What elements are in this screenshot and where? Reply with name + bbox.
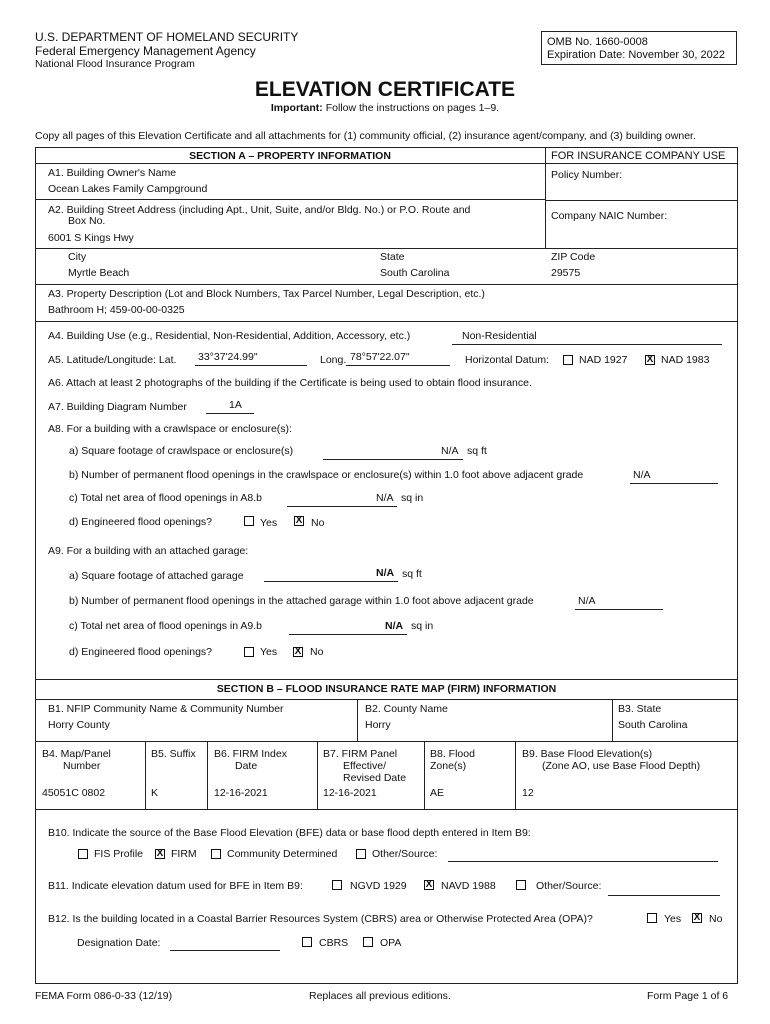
navd1988-checkbox[interactable]: X xyxy=(425,879,433,890)
ngvd1929-label: NGVD 1929 xyxy=(350,880,407,892)
b3-label: B3. State xyxy=(618,703,662,715)
opa-checkbox[interactable] xyxy=(363,937,373,947)
b5-suffix[interactable]: K xyxy=(151,787,159,799)
a9b-value[interactable]: N/A xyxy=(578,595,596,607)
a9d-no-label: No xyxy=(310,646,324,658)
firm-checkbox[interactable]: X xyxy=(156,848,164,859)
state-value[interactable]: South Carolina xyxy=(380,267,450,279)
insurance-use-title: FOR INSURANCE COMPANY USE xyxy=(551,150,726,162)
important-label: Important: xyxy=(270,102,323,114)
nad1927-checkbox[interactable] xyxy=(563,355,573,365)
a9c-value[interactable]: N/A xyxy=(385,620,404,632)
b11-other-label: Other/Source: xyxy=(536,880,602,892)
b12-no-label: No xyxy=(709,913,723,925)
navd1988-label: NAVD 1988 xyxy=(441,880,496,892)
b4-label-line1: B4. Map/Panel xyxy=(42,748,111,760)
b7-label-line1: B7. FIRM Panel xyxy=(323,748,398,760)
b8-flood-zone[interactable]: AE xyxy=(430,787,445,799)
cbrs-label: CBRS xyxy=(319,937,349,949)
a2-label-line2: Box No. xyxy=(68,215,106,227)
a8c-unit: sq in xyxy=(401,492,424,504)
b6-firm-index-date[interactable]: 12-16-2021 xyxy=(214,787,268,799)
community-determined-checkbox[interactable] xyxy=(211,849,221,859)
a8c-label: c) Total net area of flood openings in A8.b xyxy=(69,492,263,504)
a7-diagram-number[interactable]: 1A xyxy=(229,399,242,411)
a2-street-address[interactable]: 6001 S Kings Hwy xyxy=(48,232,134,244)
a2-label-line1: A2. Building Street Address (including Apt., Unit, Suite, and/or Bldg. No.) or P.O. Route and xyxy=(48,204,471,216)
nad1983-checkbox[interactable]: X xyxy=(646,354,654,365)
b1-label: B1. NFIP Community Name & Community Number xyxy=(48,703,284,715)
a5-label: A5. Latitude/Longitude: Lat. xyxy=(48,354,177,366)
a8d-no-label: No xyxy=(311,517,325,529)
important-note xyxy=(0,102,770,114)
b9-base-flood-elevation[interactable]: 12 xyxy=(522,787,534,799)
b7-label-line2: Effective/ xyxy=(343,760,386,772)
b4-label-line2: Number xyxy=(63,760,101,772)
a1-label: A1. Building Owner's Name xyxy=(48,167,177,179)
a3-label: A3. Property Description (Lot and Block Numbers, Tax Parcel Number, Legal Description, etc.) xyxy=(48,288,485,300)
expiration-date: Expiration Date: November 30, 2022 xyxy=(547,49,725,61)
a7-label: A7. Building Diagram Number xyxy=(48,401,187,413)
policy-number-label: Policy Number: xyxy=(551,169,623,181)
b9-label-line2: (Zone AO, use Base Flood Depth) xyxy=(542,760,701,772)
nad1983-label: NAD 1983 xyxy=(661,354,710,366)
b7-label-line3: Revised Date xyxy=(343,772,407,784)
b11-other-checkbox[interactable] xyxy=(516,880,526,890)
b7-firm-panel-date[interactable]: 12-16-2021 xyxy=(323,787,377,799)
b5-label: B5. Suffix xyxy=(151,748,196,760)
b12-label: B12. Is the building located in a Coastal Barrier Resources System (CBRS) area or Otherwise Protected Area (OPA)? xyxy=(48,913,593,925)
b10-label: B10. Indicate the source of the Base Flood Elevation (BFE) data or base flood depth entered in Item B9: xyxy=(48,827,531,839)
a9d-label: d) Engineered flood openings? xyxy=(69,646,213,658)
a6-label: A6. Attach at least 2 photographs of the building if the Certificate is being used to obtain flood insurance. xyxy=(48,377,532,389)
b3-state[interactable]: South Carolina xyxy=(618,719,688,731)
b12-no-checkbox[interactable]: X xyxy=(693,912,701,923)
company-naic-label: Company NAIC Number: xyxy=(551,210,668,222)
a1-owner-name[interactable]: Ocean Lakes Family Campground xyxy=(48,183,208,195)
a8d-no-checkbox[interactable]: X xyxy=(295,515,303,526)
important-text: Follow the instructions on pages 1–9. xyxy=(322,102,500,114)
other-source-label: Other/Source: xyxy=(372,848,438,860)
nad1927-label: NAD 1927 xyxy=(579,354,628,366)
longitude-label: Long. xyxy=(320,354,347,366)
zip-label: ZIP Code xyxy=(551,251,596,263)
cbrs-checkbox[interactable] xyxy=(302,937,312,947)
firm-label: FIRM xyxy=(171,848,197,860)
a8b-label: b) Number of permanent flood openings in the crawlspace or enclosure(s) within 1.0 foot above adjacent grade xyxy=(69,469,584,481)
section-a-title: SECTION A – PROPERTY INFORMATION xyxy=(189,150,391,162)
form-number: FEMA Form 086-0-33 (12/19) xyxy=(35,990,173,1002)
a8a-unit: sq ft xyxy=(467,445,487,457)
page-number: Form Page 1 of 6 xyxy=(647,990,729,1002)
zip-value[interactable]: 29575 xyxy=(551,267,581,279)
b2-county-name[interactable]: Horry xyxy=(365,719,391,731)
b1-community-name[interactable]: Horry County xyxy=(48,719,110,731)
program-name: National Flood Insurance Program xyxy=(35,58,195,70)
a9b-label: b) Number of permanent flood openings in the attached garage within 1.0 foot above adjacent grade xyxy=(69,595,534,607)
b6-label-line1: B6. FIRM Index xyxy=(214,748,287,760)
b11-label: B11. Indicate elevation datum used for BFE in Item B9: xyxy=(48,880,303,892)
fis-profile-checkbox[interactable] xyxy=(78,849,88,859)
a8a-value[interactable]: N/A xyxy=(441,445,459,457)
a8a-label: a) Square footage of crawlspace or enclosure(s) xyxy=(69,445,294,457)
page-title: ELEVATION CERTIFICATE xyxy=(254,78,516,101)
a9d-no-checkbox[interactable]: X xyxy=(294,646,302,657)
a9a-value[interactable]: N/A xyxy=(376,567,395,579)
ngvd1929-checkbox[interactable] xyxy=(332,880,342,890)
a8c-value[interactable]: N/A xyxy=(376,492,394,504)
horizontal-datum-label: Horizontal Datum: xyxy=(465,354,550,366)
a8d-yes-checkbox[interactable] xyxy=(244,516,254,526)
a4-building-use[interactable]: Non-Residential xyxy=(462,330,537,342)
b2-label: B2. County Name xyxy=(365,703,448,715)
b12-yes-checkbox[interactable] xyxy=(647,913,657,923)
opa-label: OPA xyxy=(380,937,402,949)
b6-label-line2: Date xyxy=(235,760,258,772)
replaces-note: Replaces all previous editions. xyxy=(309,990,451,1002)
city-label: City xyxy=(68,251,87,263)
longitude-value[interactable]: 78°57'22.07" xyxy=(350,351,410,363)
a9a-unit: sq ft xyxy=(402,568,422,580)
state-label: State xyxy=(380,251,405,263)
a9d-yes-label: Yes xyxy=(260,646,278,658)
a9c-unit: sq in xyxy=(411,620,434,632)
a9d-yes-checkbox[interactable] xyxy=(244,647,254,657)
a9-label: A9. For a building with an attached garage: xyxy=(48,545,249,557)
a4-label: A4. Building Use (e.g., Residential, Non-Residential, Addition, Accessory, etc.) xyxy=(48,330,411,342)
a8d-yes-label: Yes xyxy=(260,517,278,529)
other-source-checkbox[interactable] xyxy=(356,849,366,859)
agency-name: Federal Emergency Management Agency xyxy=(35,44,256,58)
b8-label-line2: Zone(s) xyxy=(430,760,467,772)
latitude-value[interactable]: 33°37'24.99" xyxy=(198,351,258,363)
section-b-title: SECTION B – FLOOD INSURANCE RATE MAP (FIRM) INFORMATION xyxy=(216,683,557,695)
city-value[interactable]: Myrtle Beach xyxy=(68,267,130,279)
omb-number: OMB No. 1660-0008 xyxy=(547,36,648,48)
a9c-label: c) Total net area of flood openings in A9.b xyxy=(69,620,263,632)
fis-profile-label: FIS Profile xyxy=(94,848,144,860)
designation-date-label: Designation Date: xyxy=(77,937,161,949)
department-name: U.S. DEPARTMENT OF HOMELAND SECURITY xyxy=(35,30,299,44)
omb-box xyxy=(541,31,737,65)
b12-yes-label: Yes xyxy=(664,913,682,925)
a8d-label: d) Engineered flood openings? xyxy=(69,516,213,528)
b4-map-panel-number[interactable]: 45051C 0802 xyxy=(42,787,106,799)
b8-label-line1: B8. Flood xyxy=(430,748,475,760)
a8b-value[interactable]: N/A xyxy=(633,469,651,481)
a3-property-description[interactable]: Bathroom H; 459-00-00-0325 xyxy=(48,304,185,316)
a9a-label: a) Square footage of attached garage xyxy=(69,570,244,582)
copy-note: Copy all pages of this Elevation Certificate and all attachments for (1) community official, (2) insurance agent/company, and (3) building owner. xyxy=(35,130,696,142)
community-determined-label: Community Determined xyxy=(227,848,338,860)
a8-label: A8. For a building with a crawlspace or enclosure(s): xyxy=(48,423,292,435)
b9-label-line1: B9. Base Flood Elevation(s) xyxy=(522,748,653,760)
